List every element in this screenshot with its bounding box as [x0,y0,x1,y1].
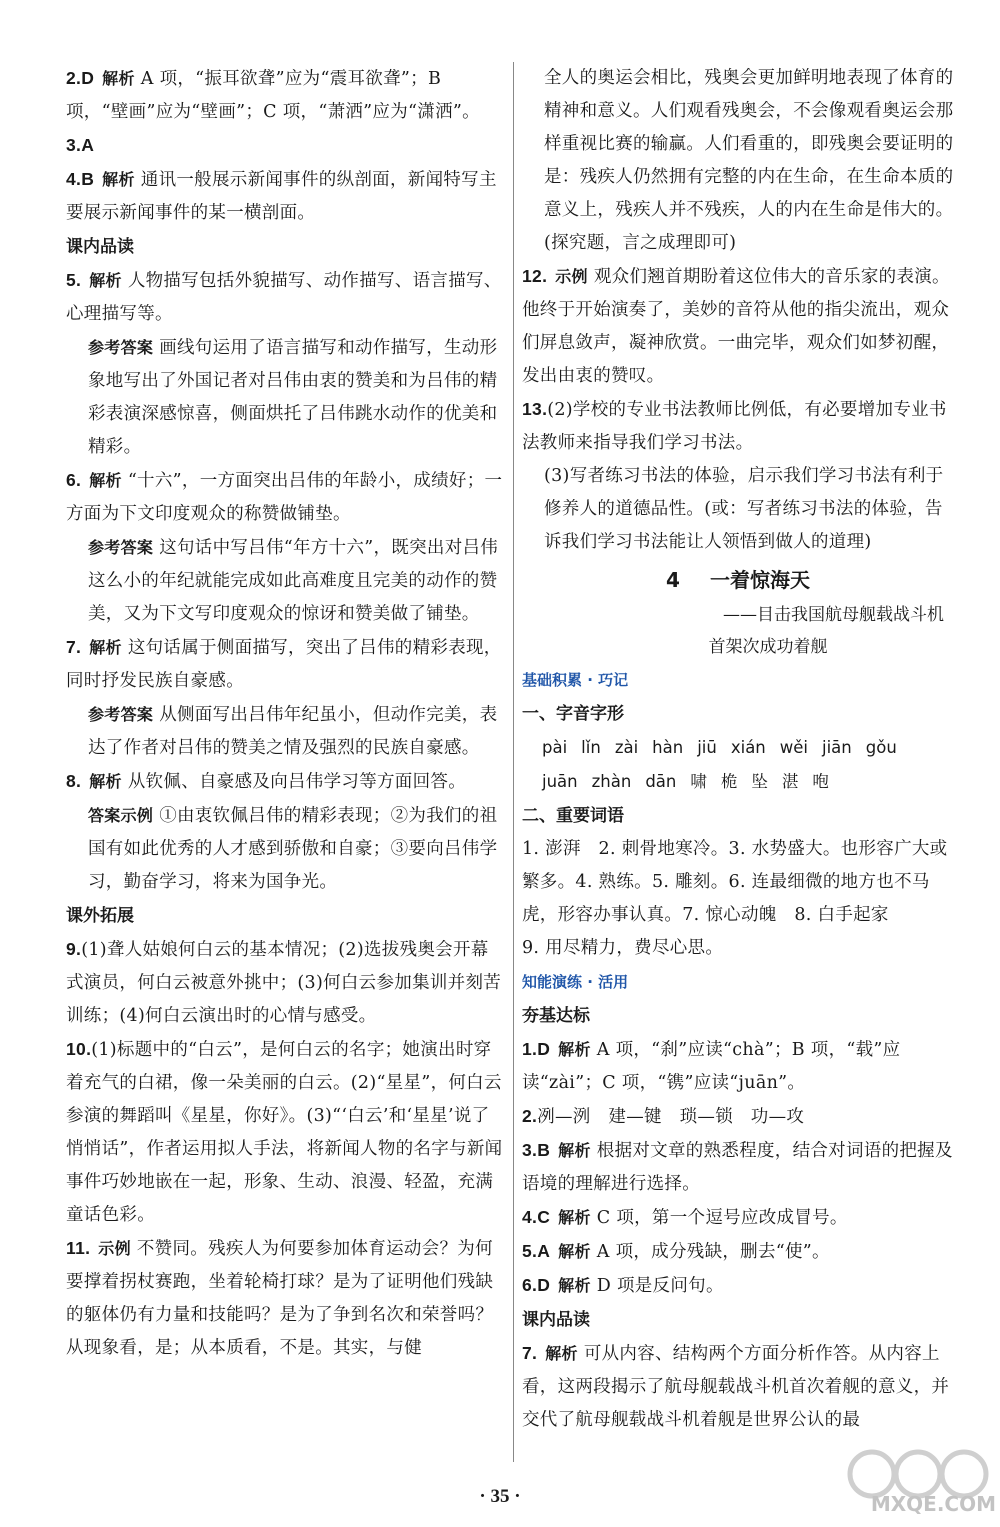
item-number: 2. [66,68,82,88]
reference-label: 参考答案 [88,538,154,557]
analysis-label: 解析 [102,170,135,189]
item-number: 12. [522,266,548,286]
analysis-label: 解析 [558,1242,591,1261]
page-number: · 35 · [479,1486,521,1507]
choice: A [537,1241,551,1261]
choice: D [81,68,95,88]
answer-11-continued: 全人的奥运会相比，残奥会更加鲜明地表现了体育的精神和意义。人们观看残奥会，不会像观看奥运会那样重视比赛的输赢。人们看重的，即残奥会要证明的是：残疾人仍然拥有完整的内在生命，在生命本质的意义上，残疾人并不残疾，人的内在生命是伟大的。(探究题，言之成理即可) [544,68,954,253]
right-column [522,62,954,1437]
section-heading: 课外拓展 [66,906,134,926]
pinyin-item: 啸 [690,772,707,791]
watermark-logo [832,1440,1000,1520]
answer-12 [522,260,954,393]
pinyin-item: xián [730,738,766,757]
reference-label: 参考答案 [88,705,154,724]
item-number: 2. [522,1106,538,1126]
pinyin-item: 坠 [751,772,768,791]
reference-label: 答案示例 [88,806,154,825]
lesson-number: 4 [666,568,680,592]
vocab-answer-9: 9. 用尽精力，费尽心思。 [522,938,724,958]
item-number: 9. [66,939,82,959]
choice: D [537,1275,551,1295]
answer-5 [66,264,504,331]
reference-text: ①由衷钦佩吕伟的精彩表现；②为我们的祖国有如此优秀的人才感到骄傲和自豪；③要向吕伟学习，勤奋学习，将来为国争光。 [88,806,498,892]
lesson-subtitle: ——目击我国航母舰载战斗机 [723,605,944,625]
answer-text: (1)聋人姑娘何白云的基本情况；(2)选拔残奥会开幕式演员，何白云被意外挑中；(3)何白云参加集训并刻苦训练；(4)何白云演出时的心情与感受。 [66,940,502,1026]
answer-text: 观众们翘首期盼着这位伟大的音乐家的表演。他终于开始演奏了，美妙的音符从他的指尖流出，观众们屏息敛声，凝神欣赏。一曲完毕，观众们如梦初醒，发出由衷的赞叹。 [522,267,950,386]
analysis-label: 解析 [102,69,135,88]
item-number: 1. [522,1039,538,1059]
analysis-text: C 项，第一个逗号应改成冒号。 [596,1208,848,1228]
analysis-label: 解析 [558,1040,591,1059]
analysis-label: 解析 [89,772,122,791]
reference-text: 画线句运用了语言描写和动作描写，生动形象地写出了外国记者对吕伟由衷的赞美和为吕伟的精彩表演深感惊喜，侧面烘托了吕伟跳水动作的优美和精彩。 [88,338,498,457]
answer-9 [66,933,504,1033]
item-number: 10. [66,1039,92,1059]
pinyin-row [522,765,954,799]
reference-text: 从侧面写出吕伟年纪虽小，但动作完美，表达了作者对吕伟的赞美之情及强烈的民族自豪感。 [88,705,498,758]
lesson-title [522,561,954,599]
analysis-label: 解析 [558,1208,591,1227]
item-number: 5. [522,1241,538,1261]
watermark-text: MXQE.COM [870,1492,996,1516]
pinyin-item: 湛 [781,772,799,791]
item-number: 4. [66,169,82,189]
choice: D [537,1039,551,1059]
reference-label: 参考答案 [88,338,154,357]
choice: A [81,135,95,155]
answer-11 [66,1232,504,1365]
answer-4 [66,163,504,230]
lesson-subtitle-line2: 首架次成功着舰 [708,637,828,657]
reference-answer-7 [66,698,504,765]
left-column [66,62,504,1365]
answer-10 [66,1033,504,1232]
column-divider [513,62,514,1462]
pinyin-item: zhàn [591,772,632,791]
pinyin-item: 桅 [720,772,738,791]
section-heading: 课内品读 [522,1310,590,1330]
drill-3 [522,1134,954,1201]
item-number: 11. [66,1238,91,1258]
analysis-text: 根据对文章的熟悉程度，结合对词语的把握及语境的理解进行选择。 [522,1141,953,1194]
section-heading: 一、字音字形 [522,704,624,724]
section-heading: 课内品读 [66,237,134,257]
pinyin-item: pài [542,738,568,757]
analysis-text: “十六”，一方面突出吕伟的年龄小，成绩好；一方面为下文印度观众的称赞做铺垫。 [66,471,503,524]
analysis-text: A 项，“刹”应读“chà”；B 项，“载”应读“zài”；C 项，“镌”应读“juān”。 [522,1040,901,1093]
item-number: 5. [66,270,82,290]
analysis-text: A 项，“振耳欲聋”应为“震耳欲聋”；B 项，“壁画”应为“壁画”；C 项，“萧洒”应为“潇洒”。 [66,69,480,122]
choice: C [537,1207,551,1227]
pinyin-item: lǐn [581,738,601,757]
pinyin-item: 咆 [812,772,829,791]
analysis-text: A 项，成分残缺，删去“使”。 [596,1242,830,1262]
analysis-label: 解析 [545,1344,578,1363]
pinyin-item: juān [542,772,578,791]
item-number: 6. [66,470,82,490]
pinyin-item: hàn [652,738,684,757]
drill-2 [522,1100,954,1134]
answer-8 [66,765,504,799]
item-number: 6. [522,1275,538,1295]
pinyin-item: dān [645,772,677,791]
pinyin-item: gǒu [865,738,897,757]
analysis-text: 这句话属于侧面描写，突出了吕伟的精彩表现，同时抒发民族自豪感。 [66,638,502,691]
item-number: 3. [66,135,82,155]
pinyin-item: zài [614,738,639,757]
drill-7 [522,1337,954,1437]
section-heading: 夯基达标 [522,1006,590,1026]
item-number: 4. [522,1207,538,1227]
drill-4 [522,1201,954,1235]
reference-answer-8 [66,799,504,899]
vocab-answers: 1. 澎湃 2. 刺骨地寒冷。3. 水势盛大。也形容广大或繁多。4. 熟练。5. 雕刻。6. 连最细微的地方也不马虎，形容办事认真。7. 惊心动魄 8. 白手起家 [522,839,948,925]
analysis-text: 可从内容、结构两个方面分析作答。从内容上看，这两段揭示了航母舰载战斗机首次着舰的意义，并交代了航母舰载战斗机着舰是世界公认的最 [522,1344,950,1430]
answer-6 [66,464,504,531]
answer-text: 冽—洌 建—键 琐—锁 功—攻 [537,1107,805,1127]
pinyin-item: jiū [697,738,717,757]
section-tag: 知能演练 · 活用 [522,973,629,991]
item-number: 7. [522,1343,538,1363]
lesson-title-text: 一着惊海天 [709,568,810,592]
analysis-text: 通讯一般展示新闻事件的纵剖面，新闻特写主要展示新闻事件的某一横剖面。 [66,170,497,223]
drill-1 [522,1033,954,1100]
section-tag: 基础积累 · 巧记 [522,671,629,689]
item-number: 7. [66,637,82,657]
answer-3 [66,129,504,163]
drill-5 [522,1235,954,1269]
analysis-label: 解析 [89,271,122,290]
choice: B [537,1140,551,1160]
analysis-label: 解析 [558,1276,591,1295]
pinyin-item: wěi [779,738,808,757]
reference-answer-6 [66,531,504,631]
choice: B [81,169,95,189]
example-label: 示例 [555,267,588,286]
drill-6 [522,1269,954,1303]
answer-text: (1)标题中的“白云”，是何白云的名字；她演出时穿着充气的白裙，像一朵美丽的白云。(2)“星星”，何白云参演的舞蹈叫《星星，你好》。(3)“‘白云’和‘星星’说了悄悄话”，作者运用拟人手法，将新闻人物的名字与新闻事件巧妙地嵌在一起，形象、生动、浪漫、轻盈，充满童话色彩。 [66,1040,503,1225]
answer-13 [522,393,954,460]
reference-text: 这句话中写吕伟“年方十六”，既突出对吕伟这么小的年纪就能完成如此高难度且完美的动作的赞美，又为下文写印度观众的惊讶和赞美做了铺垫。 [88,538,499,624]
analysis-label: 解析 [89,638,122,657]
answer-7 [66,631,504,698]
answer-text: 不赞同。残疾人为何要参加体育运动会？为何要撑着拐杖赛跑，坐着轮椅打球？是为了证明他们残缺的躯体仍有力量和技能吗？是为了争到名次和荣誉吗？从现象看，是；从本质看，不是。其实，与健 [66,1239,494,1358]
analysis-text: 人物描写包括外貌描写、动作描写、语言描写、心理描写等。 [66,271,502,324]
pinyin-item: jiān [822,738,852,757]
item-number: 13. [522,399,548,419]
item-number: 8. [66,771,82,791]
answer-2 [66,62,504,129]
item-number: 3. [522,1140,538,1160]
section-heading: 二、重要词语 [522,806,624,826]
answer-13-part-3: (3)写者练习书法的体验，启示我们学习书法有利于修养人的道德品性。(或：写者练习书法的体验，告诉我们学习书法能让人领悟到做人的道理) [544,466,944,552]
answer-text: (2)学校的专业书法教师比例低，有必要增加专业书法教师来指导我们学习书法。 [522,400,947,453]
pinyin-row [522,731,954,765]
analysis-label: 解析 [89,471,122,490]
example-label: 示例 [98,1239,131,1258]
analysis-text: D 项是反问句。 [596,1276,724,1296]
reference-answer-5 [66,331,504,464]
analysis-text: 从钦佩、自豪感及向吕伟学习等方面回答。 [127,772,467,792]
analysis-label: 解析 [558,1141,591,1160]
